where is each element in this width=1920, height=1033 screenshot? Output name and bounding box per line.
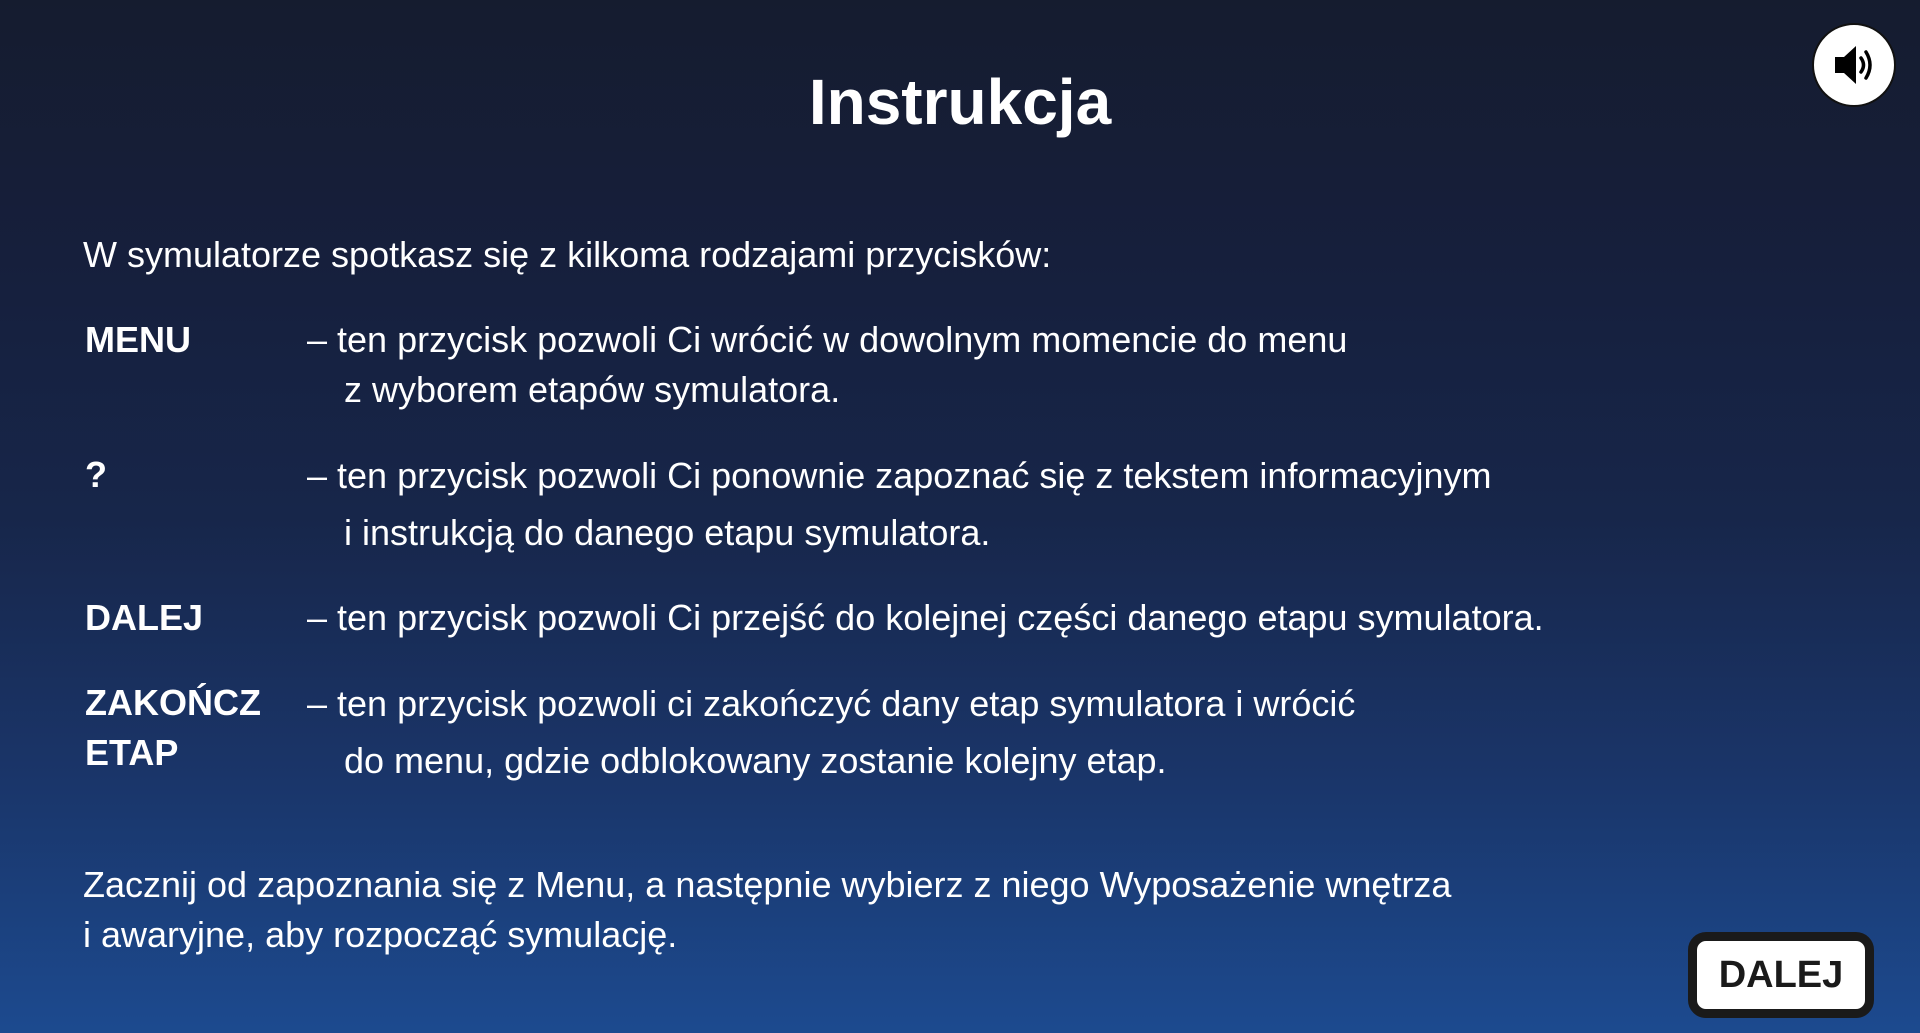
sound-toggle-button[interactable] <box>1812 23 1896 107</box>
legend-key: MENU <box>85 319 191 360</box>
legend-description <box>307 678 1355 789</box>
legend-description-line: i instrukcją do danego etapu symulatora. <box>344 512 991 553</box>
legend-key <box>85 678 305 778</box>
legend-key-line: ETAP <box>85 732 179 773</box>
outro-line: Zacznij od zapoznania się z Menu, a następnie wybierz z niego Wyposażenie wnętrza <box>83 864 1452 905</box>
next-button[interactable]: DALEJ <box>1688 932 1874 1018</box>
page-title: Instrukcja <box>808 66 1112 138</box>
legend-description-line: – ten przycisk pozwoli Ci wrócić w dowolnym momencie do menu <box>307 319 1348 360</box>
legend-key: ? <box>85 454 107 495</box>
legend-description-line: do menu, gdzie odblokowany zostanie kolejny etap. <box>344 740 1167 781</box>
legend-description-line: – ten przycisk pozwoli Ci przejść do kolejnej części danego etapu symulatora. <box>307 597 1544 638</box>
legend-key: DALEJ <box>85 597 204 638</box>
legend-description-line: z wyborem etapów symulatora. <box>344 369 841 410</box>
outro-line: i awaryjne, aby rozpocząć symulację. <box>83 914 678 955</box>
outro-text <box>83 860 1451 960</box>
legend-description-line: – ten przycisk pozwoli Ci ponownie zapoznać się z tekstem informacyjnym <box>307 455 1492 496</box>
legend-description <box>307 315 1347 415</box>
legend-key-line: ZAKOŃCZ <box>85 682 261 723</box>
legend-description <box>307 450 1491 561</box>
legend-description <box>307 593 1544 643</box>
legend-description-line: – ten przycisk pozwoli ci zakończyć dany etap symulatora i wrócić <box>307 683 1356 724</box>
intro-text: W symulatorze spotkasz się z kilkoma rodzajami przycisków: <box>83 234 1052 275</box>
speaker-volume-icon <box>1827 38 1881 92</box>
